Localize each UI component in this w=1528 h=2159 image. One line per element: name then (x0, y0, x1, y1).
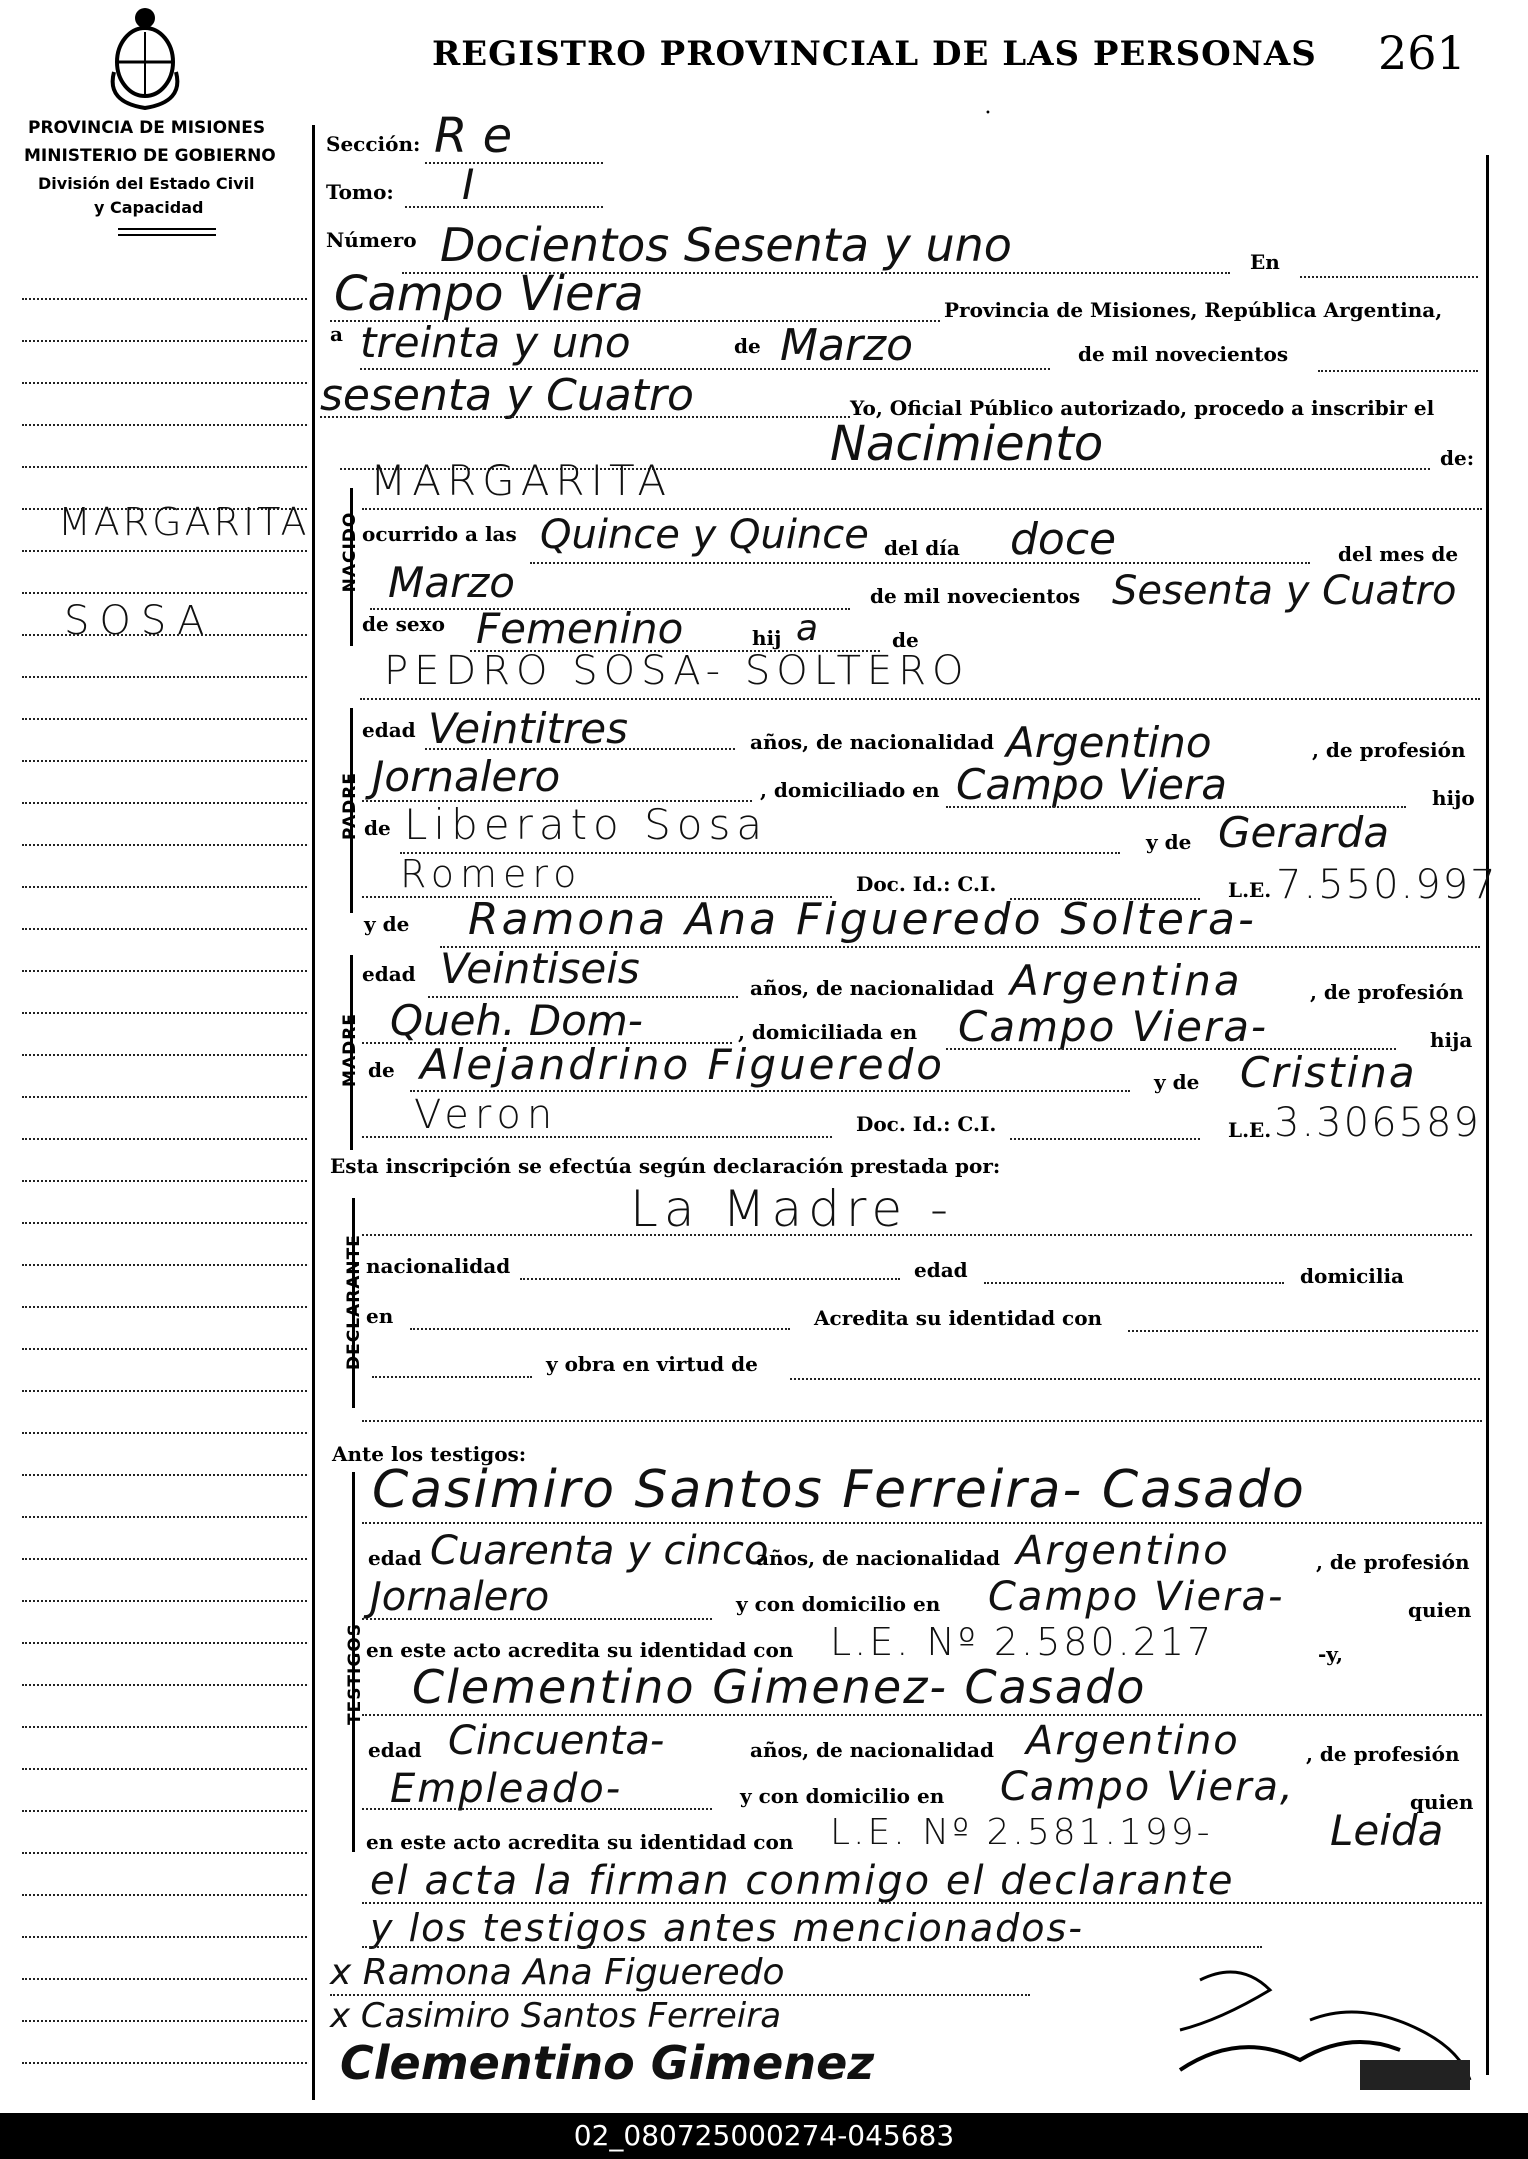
testigo-2-domicilio-label: y con domicilio en (740, 1784, 945, 1808)
testigo-1-quien-label: quien (1408, 1598, 1472, 1622)
anio-value: sesenta y Cuatro (320, 370, 694, 421)
madre-edad-value: Veintiseis (440, 944, 640, 993)
madre-madre-1-value: Cristina (1240, 1048, 1417, 1097)
madre-edad-label: edad (362, 962, 416, 986)
padre-label: PADRE (340, 772, 360, 840)
padre-de-label: de (364, 816, 391, 840)
ocurrido-label: ocurrido a las (362, 522, 517, 546)
y-comma-label: -y, (1318, 1642, 1343, 1666)
madre-le-label: L.E. (1228, 1118, 1272, 1142)
de-colon-label: de: (1440, 446, 1475, 470)
ministry-name: MINISTERIO DE GOBIERNO (24, 146, 276, 166)
padre-nombre-value: PEDRO SOSA- SOLTERO (384, 648, 970, 694)
hij-label: hij (752, 626, 782, 650)
de-sexo-label: de sexo (362, 612, 445, 636)
padre-nacionalidad-value: Argentino (1006, 718, 1212, 767)
mes-nac-value: Marzo (388, 558, 515, 607)
de-mil-novecientos-label-2: de mil novecientos (870, 584, 1081, 608)
padre-profesion-label: , de profesión (1312, 738, 1466, 762)
madre-padre-value: Alejandrino Figueredo (420, 1040, 945, 1089)
madre-de-label: de (368, 1058, 395, 1082)
padre-domicilio-label: , domiciliado en (760, 778, 940, 802)
testigo-1-nac-label: años, de nacionalidad (756, 1546, 1000, 1570)
testigo-1-domicilio-label: y con domicilio en (736, 1592, 941, 1616)
testigo-2-profesion-value: Empleado- (390, 1766, 623, 1812)
closing-line-3: y los testigos antes mencionados- (370, 1906, 1084, 1950)
madre-nombre-value: Ramona Ana Figueredo Soltera- (468, 894, 1257, 945)
left-margin-rule (312, 125, 315, 2100)
testigo-1-acredita-label: en este acto acredita su identidad con (366, 1638, 794, 1662)
testigo-2-domicilio-value: Campo Viera, (1000, 1764, 1295, 1810)
declarante-nombre-value: La Madre - (630, 1180, 955, 1238)
sexo-value: Femenino (476, 604, 684, 653)
anio-nac-value: Sesenta y Cuatro (1112, 568, 1457, 614)
madre-label: MADRE (340, 1013, 360, 1087)
testigo-1-nombre-value: Casimiro Santos Ferreira- Casado (372, 1460, 1306, 1520)
testigo-1-profesion-label: , de profesión (1316, 1550, 1470, 1574)
acredita-label: Acredita su identidad con (814, 1306, 1103, 1330)
madre-profesion-value: Queh. Dom- (390, 996, 643, 1045)
padre-edad-label: edad (362, 718, 416, 742)
testigo-2-quien-label: quien (1410, 1790, 1474, 1814)
lugar-value: Campo Viera (334, 266, 644, 322)
testigo-1-edad-value: Cuarenta y cinco (430, 1528, 769, 1574)
page-number: 261 (1378, 26, 1466, 80)
padre-profesion-value: Jornalero (372, 752, 561, 801)
testigo-2-edad-value: Cincuenta- (448, 1718, 665, 1764)
madre-y-de-label: y de (364, 912, 410, 936)
madre-y-de-label-2: y de (1154, 1070, 1200, 1094)
footer-code: 02_080725000274-045683 (0, 2113, 1528, 2159)
declarante-en-label: en (366, 1304, 394, 1328)
hija-label: hija (1430, 1028, 1473, 1052)
padre-madre-2-value: Romero (400, 852, 583, 896)
hijo-label: hijo (1432, 786, 1475, 810)
right-margin-rule (1486, 155, 1489, 2075)
dia-nac-value: doce (1010, 514, 1117, 565)
signature-2: x Casimiro Santos Ferreira (330, 1996, 782, 2036)
testigo-1-documento-value: L.E. Nº 2.580.217 (830, 1620, 1215, 1664)
testigo-2-nac-label: años, de nacionalidad (750, 1738, 994, 1762)
madre-domicilio-value: Campo Viera- (958, 1002, 1269, 1051)
padre-doc-label: Doc. Id.: C.I. (856, 872, 997, 896)
testigo-2-documento-value: L.E. Nº 2.581.199- (830, 1812, 1213, 1853)
ante-testigos-label: Ante los testigos: (332, 1442, 527, 1466)
padre-y-de-label: y de (1146, 830, 1192, 854)
madre-domicilio-label: , domiciliada en (738, 1020, 918, 1044)
mes-value: Marzo (780, 320, 914, 371)
del-dia-label: del día (884, 536, 960, 560)
tomo-value: I (462, 160, 475, 209)
acto-value: Nacimiento (830, 416, 1104, 472)
testigo-2-acredita-label: en este acto acredita su identidad con (366, 1830, 794, 1854)
del-mes-de-label: del mes de (1338, 542, 1459, 566)
domicilia-label: domicilia (1300, 1264, 1405, 1288)
testigo-1-edad-label: edad (368, 1546, 422, 1570)
tomo-label: Tomo: (326, 180, 394, 204)
province-name: PROVINCIA DE MISIONES (28, 118, 266, 138)
coat-of-arms-icon (106, 2, 184, 114)
signature-3: Clementino Gimenez (340, 2036, 875, 2090)
madre-doc-label: Doc. Id.: C.I. (856, 1112, 997, 1136)
seccion-label: Sección: (326, 132, 421, 156)
de-mil-novecientos-label: de mil novecientos (1078, 342, 1289, 366)
testigo-2-nacionalidad-value: Argentino (1026, 1718, 1240, 1764)
padre-madre-1-value: Gerarda (1218, 808, 1390, 857)
birth-record-page: REGISTRO PROVINCIAL DE LAS PERSONAS 261 • PROVINCIA DE MISIONES MINISTERIO DE GOBIERNO División del Estado Civil y Capacidad MARGARITA SOSA Sección: R e Tomo: I Número Docientos Sesenta y uno En Campo Viera Provincia de Misiones, República Argentina, a treinta y uno de Marzo de mil novecientos sesenta y Cuatro Yo, Oficial Público autorizado, procedo a inscribir el Nacimiento de: NACIDO MARGARITA ocurrido a las Quince y Quince del día doce del mes de Marzo de mil novecientos Sesenta y Cuatro de sexo Femenino hij a de PADRE PEDRO SOSA- SOLTERO edad Veintitres años, de nacionalidad Argentino , de profesión Jornalero , domiciliado en Campo Viera hijo de Liberato Sosa y de Gerarda Romero Doc. Id.: C.I. L.E. 7.550.997 MADRE y de Ramona Ana Figueredo Soltera- edad Veintiseis años, de nacionalidad Argentina , de profesión Queh. Dom- , domiciliada en Campo Viera- hija de Alejandrino Figueredo y de Cristina Veron Doc. Id.: C.I. L.E. 3.306589 Esta inscripción se efectúa según declaración prestada por: DECLARANTE La Madre - nacionalidad edad domicilia en Acredita su identidad con y obra en virtud de Ante los testigos: TESTIGOS Casimiro Santos Ferreira- Casado edad Cuarenta y cinco años, de nacionalidad Argentino , de profesión Jornalero y con domicilio en Campo Viera- quien en este acto acredita su identidad con L.E. Nº 2.580.217 -y, Clementino Gimenez- Casado edad Cincuenta- años, de nacionalidad Argentino , de profesión Empleado- y con domicilio en Campo Viera, quien en este acto acredita su identidad con L.E. Nº 2.581.199- Leida el acta la firman conmigo el declarante y los testigos antes mencionados- x Ramona Ana Figueredo x Casimiro Santos Ferreira Clementino Gimenez 02_080725000274-045683 (0, 0, 1528, 2159)
esta-inscripcion-label: Esta inscripción se efectúa según declaración prestada por: (330, 1154, 1001, 1178)
padre-le-label: L.E. (1228, 878, 1272, 902)
padre-edad-value: Veintitres (428, 704, 628, 753)
madre-profesion-label: , de profesión (1310, 980, 1464, 1004)
margin-first-name: MARGARITA (58, 500, 310, 544)
y-obra-label: y obra en virtud de (546, 1352, 758, 1376)
testigo-2-nombre-value: Clementino Gimenez- Casado (412, 1660, 1147, 1714)
seccion-value: R e (434, 108, 513, 164)
nombre-value: MARGARITA (370, 456, 673, 505)
hora-value: Quince y Quince (540, 512, 869, 558)
madre-nac-label: años, de nacionalidad (750, 976, 994, 1000)
testigo-2-edad-label: edad (368, 1738, 422, 1762)
madre-nacionalidad-value: Argentina (1010, 956, 1243, 1005)
dia-value: treinta y uno (360, 318, 631, 367)
numero-label: Número (326, 228, 417, 252)
signature-1: x Ramona Ana Figueredo (330, 1952, 785, 1993)
madre-le-value: 3.306589 (1274, 1100, 1481, 1146)
testigos-label: TESTIGOS (345, 1622, 365, 1726)
declarante-edad-label: edad (914, 1258, 968, 1282)
closing-line-1: Leida (1330, 1806, 1444, 1855)
yo-oficial-label: Yo, Oficial Público autorizado, procedo a inscribir el (850, 396, 1435, 420)
en-label: En (1250, 250, 1280, 274)
numero-value: Docientos Sesenta y uno (440, 218, 1012, 272)
testigo-1-domicilio-value: Campo Viera- (988, 1574, 1285, 1620)
testigo-1-nacionalidad-value: Argentino (1016, 1528, 1230, 1574)
closing-line-2: el acta la firman conmigo el declarante (370, 1858, 1235, 1904)
padre-domicilio-value: Campo Viera (956, 760, 1227, 809)
de-label-2: de (892, 628, 919, 652)
testigo-1-profesion-value: Jornalero (370, 1574, 550, 1620)
testigo-2-profesion-label: , de profesión (1306, 1742, 1460, 1766)
margin-last-name: SOSA (64, 598, 215, 644)
hij-suffix-value: a (796, 608, 819, 649)
nacionalidad-label: nacionalidad (366, 1254, 511, 1278)
declarante-label: DECLARANTE (344, 1234, 364, 1370)
division-name-2: y Capacidad (94, 198, 204, 217)
de-label: de (734, 334, 761, 358)
a-label: a (330, 322, 343, 346)
division-name: División del Estado Civil (38, 174, 255, 193)
document-title: REGISTRO PROVINCIAL DE LAS PERSONAS (432, 34, 1317, 74)
padre-le-value: 7.550.997 (1276, 862, 1498, 908)
provincia-label: Provincia de Misiones, República Argentina, (944, 298, 1443, 322)
padre-padre-value: Liberato Sosa (404, 800, 769, 849)
official-signature-icon (1160, 1960, 1480, 2100)
nacido-label: NACIDO (340, 511, 360, 593)
padre-nac-label: años, de nacionalidad (750, 730, 994, 754)
madre-madre-2-value: Veron (414, 1092, 559, 1138)
